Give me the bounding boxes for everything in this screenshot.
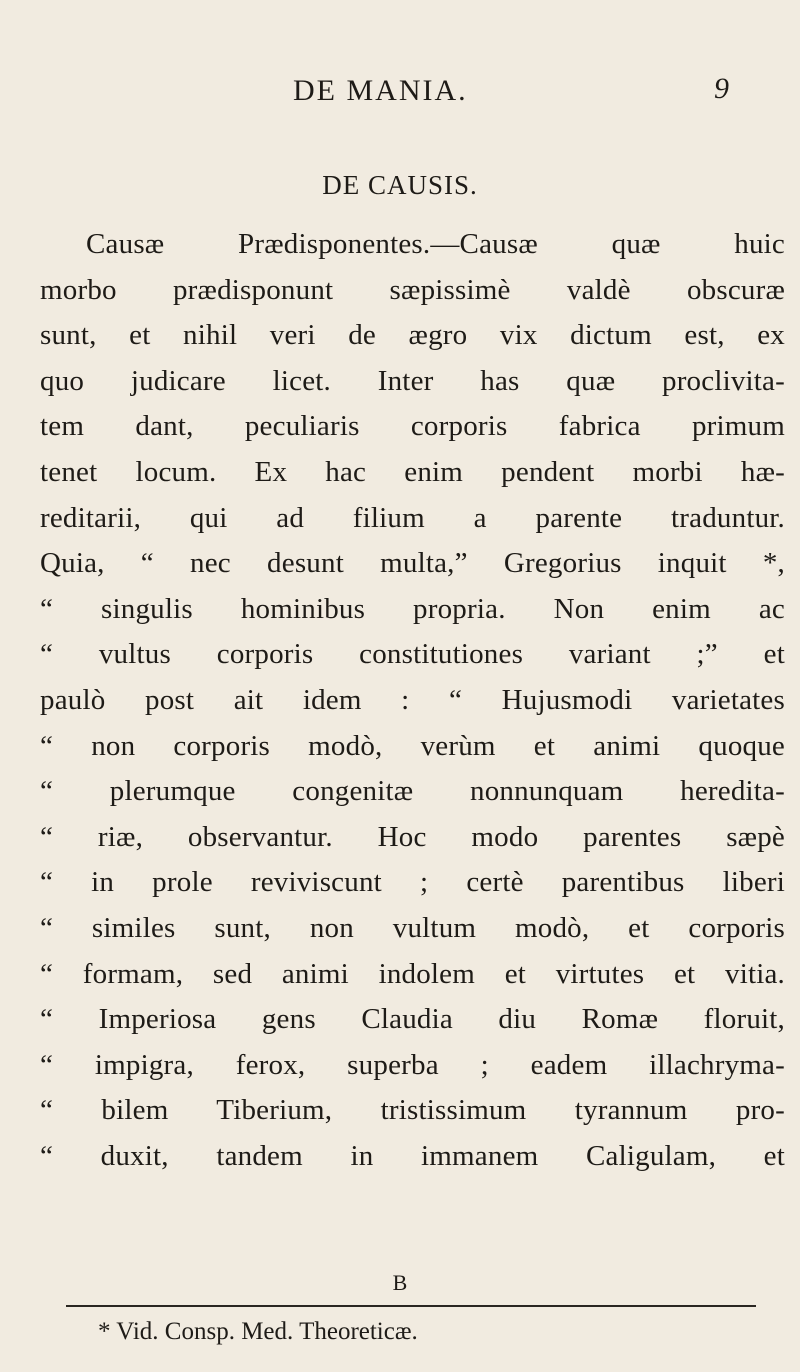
text-line: “ singulis hominibus propria. Non enim ac [40, 592, 785, 625]
text-line: reditarii, qui ad filium a parente traduntur. [40, 501, 785, 534]
text-line: paulò post ait idem : “ Hujusmodi varietates [40, 683, 785, 716]
text-line: “ in prole reviviscunt ; certè parentibus liberi [40, 866, 785, 899]
text-line: “ formam, sed animi indolem et virtutes et vitia. [40, 957, 785, 990]
text-line: Quia, “ nec desunt multa,” Gregorius inquit *, [40, 547, 785, 580]
page-number: 9 [714, 72, 729, 105]
text-line: Causæ Prædisponentes.—Causæ quæ huic [86, 228, 785, 260]
section-title: DE CAUSIS. [322, 170, 478, 200]
running-head [0, 70, 800, 110]
text-line: quo judicare licet. Inter has quæ proclivita- [40, 364, 785, 397]
running-title: DE MANIA. [293, 74, 468, 107]
text-line: “ plerumque congenitæ nonnunquam heredita- [40, 775, 785, 808]
footnote-rule [66, 1305, 756, 1307]
footnote: * Vid. Consp. Med. Theoreticæ. [98, 1318, 418, 1345]
text-line: sunt, et nihil veri de ægro vix dictum est, ex [40, 319, 785, 352]
text-line: tenet locum. Ex hac enim pendent morbi hæ- [40, 455, 785, 488]
text-line: morbo prædisponunt sæpissimè valdè obscuræ [40, 273, 785, 306]
text-line: tem dant, peculiaris corporis fabrica primum [40, 410, 785, 443]
text-line: “ non corporis modò, verùm et animi quoque [40, 729, 785, 762]
text-line: “ riæ, observantur. Hoc modo parentes sæpè [40, 820, 785, 853]
text-line: “ similes sunt, non vultum modò, et corporis [40, 911, 785, 944]
text-line: “ Imperiosa gens Claudia diu Romæ floruit, [40, 1003, 785, 1036]
text-line: “ vultus corporis constitutiones variant ;” et [40, 638, 785, 671]
text-line: “ bilem Tiberium, tristissimum tyrannum pro- [40, 1094, 785, 1127]
text-line: “ impigra, ferox, superba ; eadem illachryma- [40, 1048, 785, 1081]
body-text [40, 222, 785, 1179]
signature-mark: B [392, 1270, 408, 1295]
text-line: “ duxit, tandem in immanem Caligulam, et [40, 1139, 785, 1172]
